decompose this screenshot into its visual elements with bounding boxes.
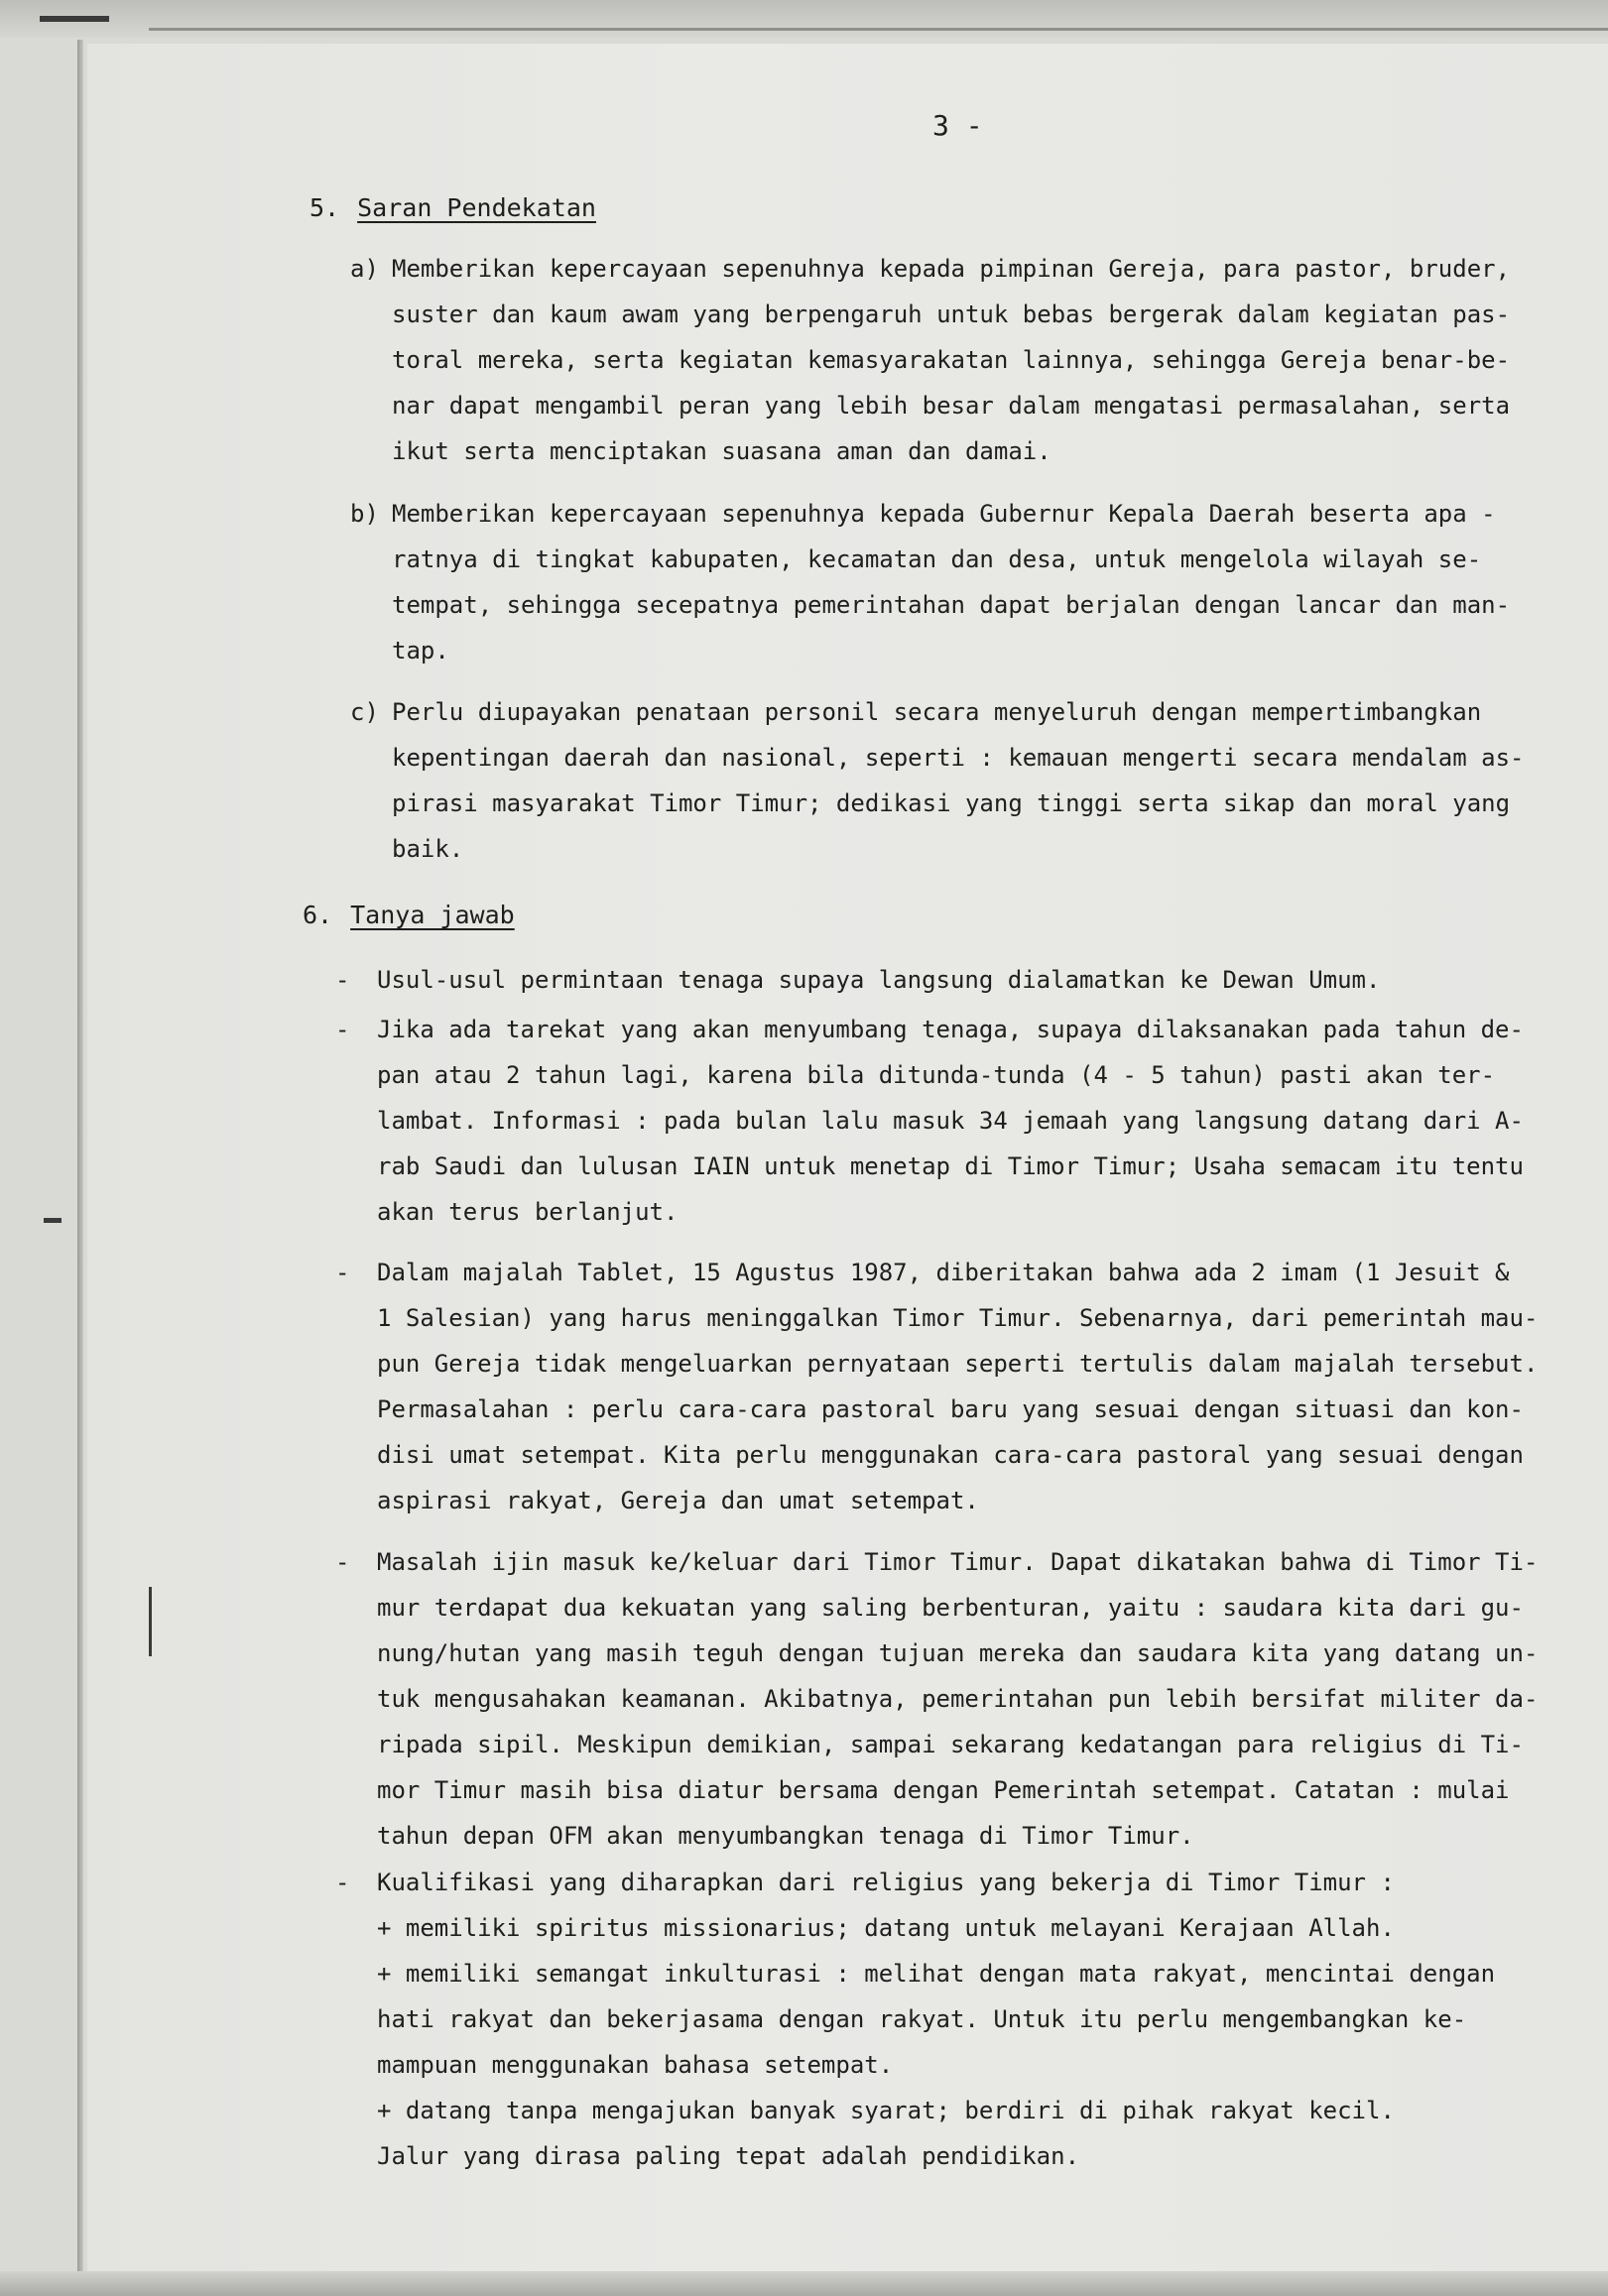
text-line: disi umat setempat. Kita perlu menggunakan cara-cara pastoral yang sesuai dengan	[377, 1441, 1524, 1469]
text-line: ratnya di tingkat kabupaten, kecamatan dan desa, untuk mengelola wilayah se-	[392, 545, 1482, 573]
text-line: ikut serta menciptakan suasana aman dan damai.	[392, 437, 1051, 465]
text-line: lambat. Informasi : pada bulan lalu masuk 34 jemaah yang langsung datang dari A-	[377, 1107, 1524, 1135]
scan-edge-top	[0, 0, 1608, 38]
text-line: Memberikan kepercayaan sepenuhnya kepada Gubernur Kepala Daerah beserta apa -	[392, 500, 1496, 528]
text-line: tuk mengusahakan keamanan. Akibatnya, pemerintahan pun lebih bersifat militer da-	[377, 1685, 1539, 1713]
page-number: 3 -	[932, 109, 983, 142]
text-line: + memiliki semangat inkulturasi : melihat dengan mata rakyat, mencintai dengan	[377, 1960, 1496, 1988]
page-fold-shadow	[77, 40, 83, 2271]
saran-item-b	[350, 491, 1602, 673]
item-bullet: -	[335, 1016, 350, 1043]
item-bullet: -	[335, 1259, 350, 1286]
tanya-item-1	[335, 957, 1587, 1003]
tanya-item-5	[335, 1860, 1587, 2179]
text-line: tap.	[392, 637, 449, 665]
text-line: Memberikan kepercayaan sepenuhnya kepada pimpinan Gereja, para pastor, bruder,	[392, 255, 1511, 283]
text-line: nung/hutan yang masih teguh dengan tujuan mereka dan saudara kita yang datang un-	[377, 1639, 1539, 1667]
scan-edge-bottom	[0, 2271, 1608, 2296]
saran-item-c	[350, 689, 1602, 872]
text-line: Jalur yang dirasa paling tepat adalah pendidikan.	[377, 2142, 1080, 2170]
saran-item-a	[350, 246, 1602, 474]
item-bullet: -	[335, 1548, 350, 1576]
item-bullet: -	[335, 966, 350, 994]
section-title: Tanya jawab	[350, 901, 515, 929]
text-line: Perlu diupayakan penataan personil secara menyeluruh dengan mempertimbangkan	[392, 698, 1482, 726]
text-line: Jika ada tarekat yang akan menyumbang tenaga, supaya dilaksanakan pada tahun de-	[377, 1016, 1524, 1043]
text-line: tempat, sehingga secepatnya pemerintahan dapat berjalan dengan lancar dan man-	[392, 591, 1511, 619]
text-line: 1 Salesian) yang harus meninggalkan Timor Timur. Sebenarnya, dari pemerintah mau-	[377, 1304, 1539, 1332]
page-top-edge	[149, 28, 1608, 31]
tanya-item-4	[335, 1539, 1587, 1859]
text-line: + memiliki spiritus missionarius; datang untuk melayani Kerajaan Allah.	[377, 1914, 1395, 1942]
section-number: 6.	[303, 901, 333, 929]
item-label: c)	[350, 698, 379, 726]
text-line: pirasi masyarakat Timor Timur; dedikasi yang tinggi serta sikap dan moral yang	[392, 789, 1511, 817]
tanya-item-2	[335, 1007, 1587, 1235]
item-bullet: -	[335, 1869, 350, 1896]
text-line: Usul-usul permintaan tenaga supaya langsung dialamatkan ke Dewan Umum.	[377, 966, 1381, 994]
text-line: Masalah ijin masuk ke/keluar dari Timor Timur. Dapat dikatakan bahwa di Timor Ti-	[377, 1548, 1539, 1576]
scan-mark-binding	[149, 1587, 152, 1656]
text-line: mur terdapat dua kekuatan yang saling berbenturan, yaitu : saudara kita dari gu-	[377, 1594, 1524, 1622]
text-line: pun Gereja tidak mengeluarkan pernyataan seperti tertulis dalam majalah tersebut.	[377, 1350, 1539, 1378]
text-line: aspirasi rakyat, Gereja dan umat setempat.	[377, 1487, 979, 1514]
text-line: hati rakyat dan bekerjasama dengan rakyat. Untuk itu perlu mengembangkan ke-	[377, 2005, 1467, 2033]
section-title: Saran Pendekatan	[357, 193, 596, 222]
section-heading-tanya	[303, 901, 515, 929]
text-line: baik.	[392, 835, 464, 863]
text-line: pan atau 2 tahun lagi, karena bila ditunda-tunda (4 - 5 tahun) pasti akan ter-	[377, 1061, 1496, 1089]
text-line: rab Saudi dan lulusan IAIN untuk menetap di Timor Timur; Usaha semacam itu tentu	[377, 1152, 1524, 1180]
text-line: kepentingan daerah dan nasional, seperti : kemauan mengerti secara mendalam as-	[392, 744, 1525, 772]
text-line: mor Timur masih bisa diatur bersama dengan Pemerintah setempat. Catatan : mulai	[377, 1776, 1510, 1804]
scan-mark-top	[40, 16, 109, 22]
text-line: Kualifikasi yang diharapkan dari religius yang bekerja di Timor Timur :	[377, 1869, 1395, 1896]
text-line: Permasalahan : perlu cara-cara pastoral baru yang sesuai dengan situasi dan kon-	[377, 1395, 1524, 1423]
text-line: toral mereka, serta kegiatan kemasyarakatan lainnya, sehingga Gereja benar-be-	[392, 346, 1511, 374]
item-label: b)	[350, 500, 379, 528]
text-line: + datang tanpa mengajukan banyak syarat; berdiri di pihak rakyat kecil.	[377, 2097, 1395, 2124]
text-line: suster dan kaum awam yang berpengaruh untuk bebas bergerak dalam kegiatan pas-	[392, 301, 1511, 328]
item-label: a)	[350, 255, 379, 283]
tanya-item-3	[335, 1250, 1587, 1523]
text-line: Dalam majalah Tablet, 15 Agustus 1987, diberitakan bahwa ada 2 imam (1 Jesuit &	[377, 1259, 1510, 1286]
text-line: ripada sipil. Meskipun demikian, sampai sekarang kedatangan para religius di Ti-	[377, 1731, 1524, 1758]
text-line: nar dapat mengambil peran yang lebih besar dalam mengatasi permasalahan, serta	[392, 392, 1511, 420]
text-line: tahun depan OFM akan menyumbangkan tenaga di Timor Timur.	[377, 1822, 1194, 1850]
text-line: mampuan menggunakan bahasa setempat.	[377, 2051, 894, 2079]
scan-mark-left	[44, 1218, 62, 1223]
section-heading-saran	[309, 193, 596, 222]
text-line: akan terus berlanjut.	[377, 1198, 679, 1226]
section-number: 5.	[309, 193, 340, 222]
